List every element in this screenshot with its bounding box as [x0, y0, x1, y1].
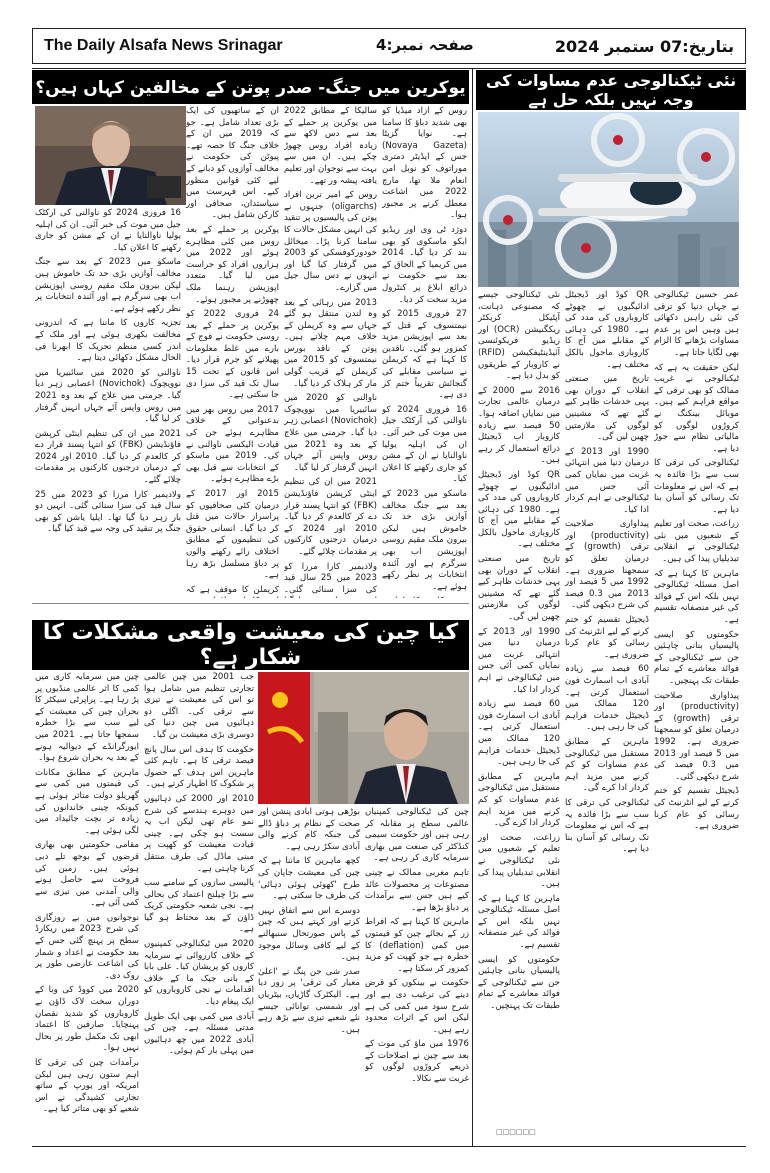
flying-taxi-drone-icon — [478, 112, 739, 287]
paragraph: کریملن کا موقف ہے کہ — [186, 584, 279, 595]
china-column-d — [365, 807, 469, 1142]
paragraph: حکومت نے بینکوں کو قرض دینے کی ترغیب دی ہے اور شرح سود میں کمی کی ہے لیکن اس کے اثرات محدود رہے ہیں۔ — [365, 978, 469, 1035]
paragraph: ٹیکنالوجی کی ترقی کا سب سے بڑا فائدہ یہ ہے کہ اس نے معلومات تک رسائی کو آسان بنا دیا ہے۔ — [654, 458, 739, 515]
paragraph: دوسرے اس سے اتفاق نہیں کرتے اور کہتے ہیں کہ چین کے پاس صورتحال سنبھالنے کے لیے کافی وسائل موجود ہیں۔ — [258, 905, 360, 963]
paragraph: ماہرین کے مطابق مکانات کی قیمتوں میں کمی سے گھریلو دولت متاثر ہوئی ہے کیونکہ چینی خاندانوں کی زیادہ تر بچت جائیداد میں لگی ہوئی ہے۔ — [35, 767, 139, 836]
paragraph: ناوالنی کو 2020 میں سائبیریا میں نوویچوک (Novichok) اعصابی زہر دیا گیا۔ جرمنی میں علاج کے بعد وہ 2021 میں روس واپس آئے جہاں انہیں گرفتار کر لیا گیا۔ — [284, 393, 377, 473]
technology-column-b — [565, 290, 649, 1128]
paragraph: تاریخ میں صنعتی انقلاب کے دوران بھی یہی خدشات ظاہر کیے گئے تھے کہ مشینیں لوگوں کی ملازمتیں چھین لیں گی۔ — [478, 554, 560, 623]
issue-date: بتاریخ:07 ستمبر 2024 — [554, 37, 734, 56]
paragraph: ڈیجیٹل تقسیم کو ختم کرنے کے لیے انٹرنیٹ کی رسائی کو عام کرنا ضروری ہے۔ — [565, 615, 649, 660]
paragraph: 2020 میں ٹیکنالوجی کمپنیوں کے خلاف کارروائی نے سرمایہ کاروں کو پریشان کیا۔ علی بابا کے بانی جیک ما کے خلاف اقدامات نے نجی کاروباروں کو ایک پیغام دیا۔ — [144, 939, 254, 1008]
paragraph: پالیسی سازوں کے سامنے سب سے بڑا چیلنج اعتماد کی بحالی ہے۔ نجی شعبہ حکومتی کریک ڈاؤن کے بعد محتاط ہو گیا ہے۔ — [144, 878, 254, 935]
paragraph: QR کوڈ اور ڈیجیٹل ادائیگیوں نے چھوٹے کاروباروں کی مدد کی ہے۔ 1980 کی دہائی کے مقابلے میں آج کا کاروباری ماحول بالکل مختلف ہے۔ — [478, 469, 560, 550]
paragraph: 1976 میں ماؤ کی موت کے بعد سے چین نے اصلاحات کے ذریعے کروڑوں لوگوں کو غربت سے نکالا۔ — [365, 1039, 469, 1085]
paragraph: 2013 میں رہائی کے بعد وہ لندن منتقل ہو گئے جہاں سے وہ کریملن کے خلاف مہم چلاتے ہیں۔ پوتن کے ناقد بورس نیمتسوف کو 2015 میں کریملن کے قریب گولی مار کر ہلاک کر دیا گیا۔ — [284, 297, 377, 389]
top-rule — [32, 68, 746, 69]
ukraine-column-d — [35, 208, 181, 598]
paragraph: 60 فیصد سے زیادہ آبادی اب اسمارٹ فون استعمال کرتی ہے۔ 120 ممالک میں ڈیجیٹل خدمات فراہم کی جا رہی ہیں۔ — [478, 699, 560, 768]
paragraph: چین کی ٹیکنالوجی کمپنیاں عالمی سطح پر مقابلہ کر رہی ہیں اور حکومت سیمی کنڈکٹر کی صنعت میں بھاری سرمایہ کاری کر رہی ہے۔ — [365, 807, 469, 864]
paragraph: ٹیکنالوجی کی ترقی کا سب سے بڑا فائدہ یہ ہے کہ اس نے معلومات تک رسائی کو آسان بنا دیا ہے۔ — [565, 797, 649, 855]
paragraph: 27 فروری 2015 کو نیمتسوف کے قتل کے بعد سے اپوزیشن مزید کمزور ہو گئی۔ ناقدین کا کہنا ہے کہ کریملن نے سیاسی مقابلے کی گنجائش تقریباً ختم کر دی ہے۔ — [382, 309, 467, 401]
paragraph: روس کے آزاد میڈیا کو بھی شدید دباؤ کا سامنا ہے۔ نوایا گزیٹا (Novaya Gazeta) جس کے ایڈیٹر دمتری موراتوف کو نوبل امن انعام ملا تھا، مارچ 2022 میں اشاعت معطل کرنے پر مجبور ہوا۔ — [382, 106, 467, 221]
drone-photo — [478, 112, 739, 287]
china-column-c — [258, 807, 360, 1142]
ukraine-column-b — [284, 106, 377, 598]
paragraph: زراعت، صحت اور تعلیم کے شعبوں میں نئی ٹیکنالوجی نے انقلابی تبدیلیاں پیدا کی ہیں۔ — [478, 832, 560, 890]
paragraph: ماہرین کا کہنا ہے کہ اصل مسئلہ ٹیکنالوجی نہیں بلکہ اس کے فوائد کی غیر منصفانہ تقسیم ہے۔ — [654, 568, 739, 626]
paragraph: کچھ ماہرین کا ماننا ہے کہ چین کی معیشت جاپان کی طرح 'کھوئی ہوئی دہائی' کی طرف جا سکتی ہے۔ — [258, 856, 360, 902]
paragraph: 1990 اور 2013 کے درمیان دنیا میں انتہائی غربت میں نمایاں کمی آئی جس میں ٹیکنالوجی نے اہم کردار ادا کیا۔ — [565, 446, 649, 515]
section-rule — [32, 603, 469, 604]
paragraph: 2010 اور 2000 کی دہائیوں میں دوہرے ہندسے کی شرح نمو عام تھی لیکن اب یہ سست ہو چکی ہے۔ چینی قیادت معیشت کو کھپت پر مبنی ماڈل کی طرف منتقل کرنا چاہتی ہے۔ — [144, 793, 254, 874]
paragraph: پیداواری صلاحیت (productivity) اور ترقی (growth) کے درمیان تعلق کو سمجھنا ضروری ہے۔ 1992 میں 5 فیصد اور 2013 میں 0.3 فیصد کی شرح دیکھی گئی۔ — [565, 519, 649, 611]
paragraph: سالیکا کے مطابق 2022 میں یوکرین پر حملے کے بعد سے دس لاکھ سے زیادہ افراد روس چھوڑ چکے ہیں۔ ان میں سے بہت سے نوجوان اور تعلیم یافتہ پیشہ ور تھے۔ — [284, 106, 377, 186]
bottom-rule — [32, 1146, 746, 1147]
paragraph: ماہرین کا کہنا ہے کہ افراط زر کے بجائے چین کو قیمتوں میں کمی (deflation) کا خطرہ ہے جو کھپت کو مزید کمزور کر سکتا ہے۔ — [365, 917, 469, 974]
paragraph: QR کوڈ اور ڈیجیٹل ادائیگیوں نے چھوٹے کاروباروں کی مدد کی ہے۔ 1980 کی دہائی کے مقابلے میں آج کا کاروباری ماحول بالکل مختلف ہے۔ — [565, 290, 649, 370]
paragraph: 2021 میں ان کی تنظیم اینٹی کرپشن فاؤنڈیشن (FBK) کو انتہا پسند قرار دے کر کالعدم کر دیا گیا۔ 2010 اور 2024 کے درمیان درجنوں کارکنوں پر مقدمات چلائے گئے۔ — [35, 428, 181, 486]
paragraph: تجزیہ کاروں کا ماننا ہے کہ اندرونی مخالفت بکھری ہوئی ہے اور ملک کے اندر کسی منظم تحریک کا ابھرنا فی الحال مشکل دکھائی دیتا ہے۔ — [35, 318, 181, 364]
paragraph: زراعت، صحت اور تعلیم کے شعبوں میں نئی ٹیکنالوجی نے انقلابی تبدیلیاں پیدا کی ہیں۔ — [654, 519, 739, 565]
paragraph: بوڑھی ہوتی آبادی پنشن اور صحت کے نظام پر دباؤ ڈالے گی جبکہ کام کرنے والی آبادی سکڑ رہی ہے۔ — [258, 807, 360, 852]
paragraph: 2021 میں ان کی تنظیم اینٹی کرپشن فاؤنڈیشن (FBK) کو انتہا پسند قرار دے کر کالعدم کر دیا گیا۔ 2010 اور 2024 کے درمیان درجنوں کارکنوں پر مقدمات چلائے گئے۔ — [284, 477, 377, 557]
paragraph: تاہم مغربی ممالک نے چینی مصنوعات پر محصولات عائد کیے ہیں جس سے برآمدات پر دباؤ بڑھا ہے۔ — [365, 867, 469, 913]
paragraph: نئی ٹیکنالوجی جیسے کہ مصنوعی ذہانت، آپٹیکل کریکٹر ریکگنیشن (OCR) اور ریڈیو فریکوئنسی آئیڈینٹیفکیشن (RFID) نے کاروبار کے طریقوں کو بدل دیا ہے۔ — [478, 290, 560, 382]
china-headline: کیا چین کی معیشت واقعی مشکلات کا شکار ہے؟ — [32, 620, 469, 670]
paper-name: The Daily Alsafa News Srinagar — [44, 37, 283, 54]
technology-column-c — [654, 290, 739, 1128]
ukraine-column-a — [186, 106, 279, 598]
paragraph: ماسکو میں 2023 کے بعد سے جنگ مخالف آوازیں بڑی حد تک خاموش ہیں لیکن بیرون ملک مقیم روسی اپوزیشن اب بھی سرگرم ہے اور آئندہ انتخابات پر نظر رکھے ہوئے ہے۔ — [382, 489, 467, 592]
paragraph: 60 فیصد سے زیادہ آبادی اب اسمارٹ فون استعمال کرتی ہے۔ 120 ممالک میں ڈیجیٹل خدمات فراہم کی جا رہی ہیں۔ — [565, 664, 649, 733]
paragraph: 2017 میں روس بھر میں بدعنوانی کے خلاف مظاہرے ہوئے جن کی قیادت الیکسی ناوالنی نے کی۔ 2019 میں ماسکو کے انتخابات سے قبل بھی بڑے مظاہرے ہوئے۔ — [186, 404, 279, 485]
technology-column-a — [478, 290, 560, 1128]
paragraph: ناوالنی کو 2020 میں سائبیریا میں نوویچوک (Novichok) اعصابی زہر دیا گیا۔ جرمنی میں علاج کے بعد وہ 2021 میں روس واپس آئے جہاں انہیں گرفتار کر لیا گیا۔ — [35, 367, 181, 425]
portrait-xi-with-flag-icon — [258, 672, 469, 804]
technology-headline: نئی ٹیکنالوجی عدم مساوات کی وجہ نہیں بلکہ حل ہے — [476, 70, 746, 110]
paragraph: پیداواری صلاحیت (productivity) اور ترقی (growth) کے درمیان تعلق کو سمجھنا ضروری ہے۔ 1992 میں 5 فیصد اور 2013 میں 0.3 فیصد کی شرح دیکھی گئی۔ — [654, 690, 739, 782]
paragraph: 2016 سے 2000 کے درمیان عالمی تجارت میں نمایاں اضافہ ہوا۔ 50 فیصد سے زیادہ کاروبار اب ڈیجیٹل ذرائع استعمال کر رہے ہیں۔ — [478, 385, 560, 466]
paragraph: 2015 اور 2017 کے درمیان کئی صحافیوں کو پراسرار حالات میں قتل کر دیا گیا۔ انسانی حقوق کی تنظیموں کے مطابق اختلاف رائے رکھنے والوں پر دباؤ مسلسل بڑھ رہا ہے۔ — [186, 489, 279, 581]
vertical-divider — [472, 68, 473, 1146]
putin-photo — [35, 106, 186, 205]
paragraph — [382, 596, 467, 598]
paragraph: جب 2001 میں چین عالمی تجارتی تنظیم میں شامل ہوا تو اس کی معیشت نے تیزی سے ترقی کی۔ اگلی دو دہائیوں میں چین دنیا کی دوسری بڑی معیشت بن گیا۔ — [144, 672, 254, 740]
footer-page-mark: □□□□□□ — [496, 1128, 536, 1136]
paragraph: ان کے ساتھیوں کی ایک بڑی تعداد شامل ہے۔ جو کہ 2019 میں ان کے خلاف جنگ کا حصہ تھے۔ پیوٹن کی حکومت نے مخالف آوازوں کو دبانے کے لیے کئی قوانین منظور کیے۔ اس فہرست میں سیاستدان، صحافی اور کارکن شامل ہیں۔ — [186, 106, 279, 221]
page-number: صفحہ نمبر:4 — [376, 36, 474, 54]
paragraph: ماسکو میں 2023 کے بعد سے جنگ مخالف آوازیں بڑی حد تک خاموش ہیں لیکن بیرون ملک مقیم روسی اپوزیشن اب بھی سرگرم ہے اور آئندہ انتخابات پر نظر رکھے ہوئے ہے۔ — [35, 257, 181, 314]
china-column-b — [144, 672, 254, 1142]
ukraine-headline: یوکرین میں جنگ- صدر پوتن کے مخالفین کہاں ہیں؟ — [32, 70, 469, 104]
paragraph: برآمدات چین کی ترقی کا اہم ستون رہی ہیں لیکن امریکہ اور یورپ کے ساتھ تجارتی کشیدگی نے اس شعبے کو بھی متاثر کیا ہے۔ — [35, 1058, 139, 1115]
paragraph: عمر حسین ٹیکنالوجی نے جہاں دنیا کو ترقی کی نئی راہیں دکھائی ہیں وہیں اس پر عدم مساوات بڑھانے کا الزام بھی لگایا جاتا ہے۔ — [654, 290, 739, 358]
paragraph: ماہرین کے مطابق مستقبل میں ٹیکنالوجی عدم مساوات کو کم کرنے میں مزید اہم کردار ادا کرے گی۔ — [565, 736, 649, 794]
paragraph: ڈیجیٹل تقسیم کو ختم کرنے کے لیے انٹرنیٹ کی رسائی کو عام کرنا ضروری ہے۔ — [654, 786, 739, 832]
ukraine-column-c — [382, 106, 467, 598]
paragraph: ماہرین کا کہنا ہے کہ اصل مسئلہ ٹیکنالوجی نہیں بلکہ اس کے فوائد کی غیر منصفانہ تقسیم ہے۔ — [478, 893, 560, 951]
paragraph: مقامی حکومتیں بھی بھاری قرضوں کے بوجھ تلے دبی ہوئی ہیں۔ زمین کی فروخت سے حاصل ہونے والی آمدنی میں تیزی سے کمی آئی ہے۔ — [35, 840, 139, 909]
xi-photo — [258, 672, 469, 804]
paragraph: ولادیمیر کارا مرزا کو 2023 میں 25 سال قید کی سزا سنائی گئی۔ — [284, 561, 377, 595]
paragraph: دوژد ٹی وی اور ریڈیو ایکو ماسکوی کو بھی بند کر دیا گیا۔ 2014 میں کریمیا کے الحاق کے بعد سے حکومت نے ذرائع ابلاغ پر کنٹرول مزید سخت کر دیا۔ — [382, 224, 467, 305]
china-column-a — [35, 672, 139, 1142]
paragraph: حکومتوں کو ایسی پالیسیاں بنانی چاہئیں جن سے ٹیکنالوجی کے فوائد معاشرے کے تمام طبقات تک پہنچیں۔ — [654, 629, 739, 686]
portrait-putin-icon — [35, 106, 186, 205]
paragraph: 1990 اور 2013 کے درمیان دنیا میں انتہائی غربت میں نمایاں کمی آئی جس میں ٹیکنالوجی نے اہم کردار ادا کیا۔ — [478, 626, 560, 695]
paragraph: آبادی میں کمی بھی ایک طویل مدتی مسئلہ ہے۔ چین کی آبادی 2022 میں چھ دہائیوں میں پہلی بار کم ہوئی۔ — [144, 1011, 254, 1057]
paragraph: حکومت کا ہدف اس سال پانچ فیصد ترقی کا ہے۔ تاہم کئی ماہرین اس ہدف کے حصول پر شکوک کا اظہار کرتے ہیں۔ — [144, 744, 254, 790]
paragraph: 24 فروری 2022 کو یوکرین پر حملے کے بعد روسی حکومت نے فوج کے بارے میں غلط معلومات پھیلانے کو جرم قرار دیا۔ اس قانون کے تحت 15 سال تک قید کی سزا دی جا سکتی ہے۔ — [186, 309, 279, 401]
paragraph: لیکن حقیقت یہ ہے کہ ٹیکنالوجی نے غریب ممالک کو بھی ترقی کے مواقع فراہم کیے ہیں۔ موبائل بینکنگ نے کروڑوں لوگوں کو مالیاتی نظام سے جوڑ دیا ہے۔ — [654, 362, 739, 454]
paragraph: ماہرین کے مطابق مستقبل میں ٹیکنالوجی عدم مساوات کو کم کرنے میں مزید اہم کردار ادا کرے گی۔ — [478, 771, 560, 829]
paragraph: یوکرین پر حملے کے بعد روس میں کئی مظاہرے ہوئے اور 2022 میں ہزاروں افراد کو حراست میں لیا گیا۔ متعدد اپوزیشن رہنما ملک چھوڑنے پر مجبور ہوئے۔ — [186, 224, 279, 305]
paragraph: 16 فروری 2024 کو ناوالنی کی آرکٹک جیل میں موت کی خبر آئی۔ ان کی اہلیہ یولیا ناوالنایا نے ان کے مشن کو جاری رکھنے کا اعلان کیا۔ — [382, 404, 467, 485]
paragraph: تاریخ میں صنعتی انقلاب کے دوران بھی یہی خدشات ظاہر کیے گئے تھے کہ مشینیں لوگوں کی ملازمتیں چھین لیں گی۔ — [565, 374, 649, 443]
paragraph: چین میں سرمایہ کاری میں کمی کا اثر عالمی منڈیوں پر پڑ رہا ہے۔ پراپرٹی سیکٹر کا بحران چین کی معیشت کے لیے سب سے بڑا خطرہ سمجھا جاتا ہے۔ 2021 میں ایورگرانڈے کے دیوالیہ ہونے کے بعد یہ بحران شروع ہوا۔ — [35, 672, 139, 764]
paragraph: روس کے امیر ترین افراد (oligarchs) جنہوں نے پوتن کی پالیسیوں پر تنقید کی انہیں مشکل حالات کا سامنا کرنا پڑا۔ میخائل خودورکوفسکی کو 2003 میں گرفتار کیا گیا اور انہوں نے دس سال جیل میں گزارے۔ — [284, 190, 377, 293]
paragraph: نوجوانوں میں بے روزگاری کی شرح 2023 میں ریکارڈ سطح پر پہنچ گئی جس کے بعد حکومت نے اعداد و شمار کی اشاعت عارضی طور پر روک دی۔ — [35, 912, 139, 981]
paragraph: 2020 میں کووڈ کی وبا کے دوران سخت لاک ڈاؤن نے کاروباروں کو شدید نقصان پہنچایا۔ صارفین کا اعتماد ابھی تک مکمل طور پر بحال نہیں ہوا۔ — [35, 985, 139, 1054]
paragraph: 16 فروری 2024 کو ناوالنی کی آرکٹک جیل میں موت کی خبر آئی۔ ان کی اہلیہ یولیا ناوالنایا نے ان کے مشن کو جاری رکھنے کا اعلان کیا۔ — [35, 208, 181, 253]
paragraph: صدر شی جن پنگ نے 'اعلیٰ معیار کی ترقی' پر زور دیا ہے۔ الیکٹرک گاڑیاں، بیٹریاں اور شمسی توانائی جیسے نئے شعبے تیزی سے بڑھ رہے ہیں۔ — [258, 966, 360, 1035]
paragraph: ولادیمیر کارا مرزا کو 2023 میں 25 سال قید کی سزا سنائی گئی۔ انہیں دو بار زہر دیا گیا تھا۔ ایلیا یاشن کو بھی جنگ پر تنقید کی وجہ سے قید کیا گیا۔ — [35, 489, 181, 535]
paragraph: حکومتوں کو ایسی پالیسیاں بنانی چاہئیں جن سے ٹیکنالوجی کے فوائد معاشرے کے تمام طبقات تک پہنچیں۔ — [478, 954, 560, 1012]
